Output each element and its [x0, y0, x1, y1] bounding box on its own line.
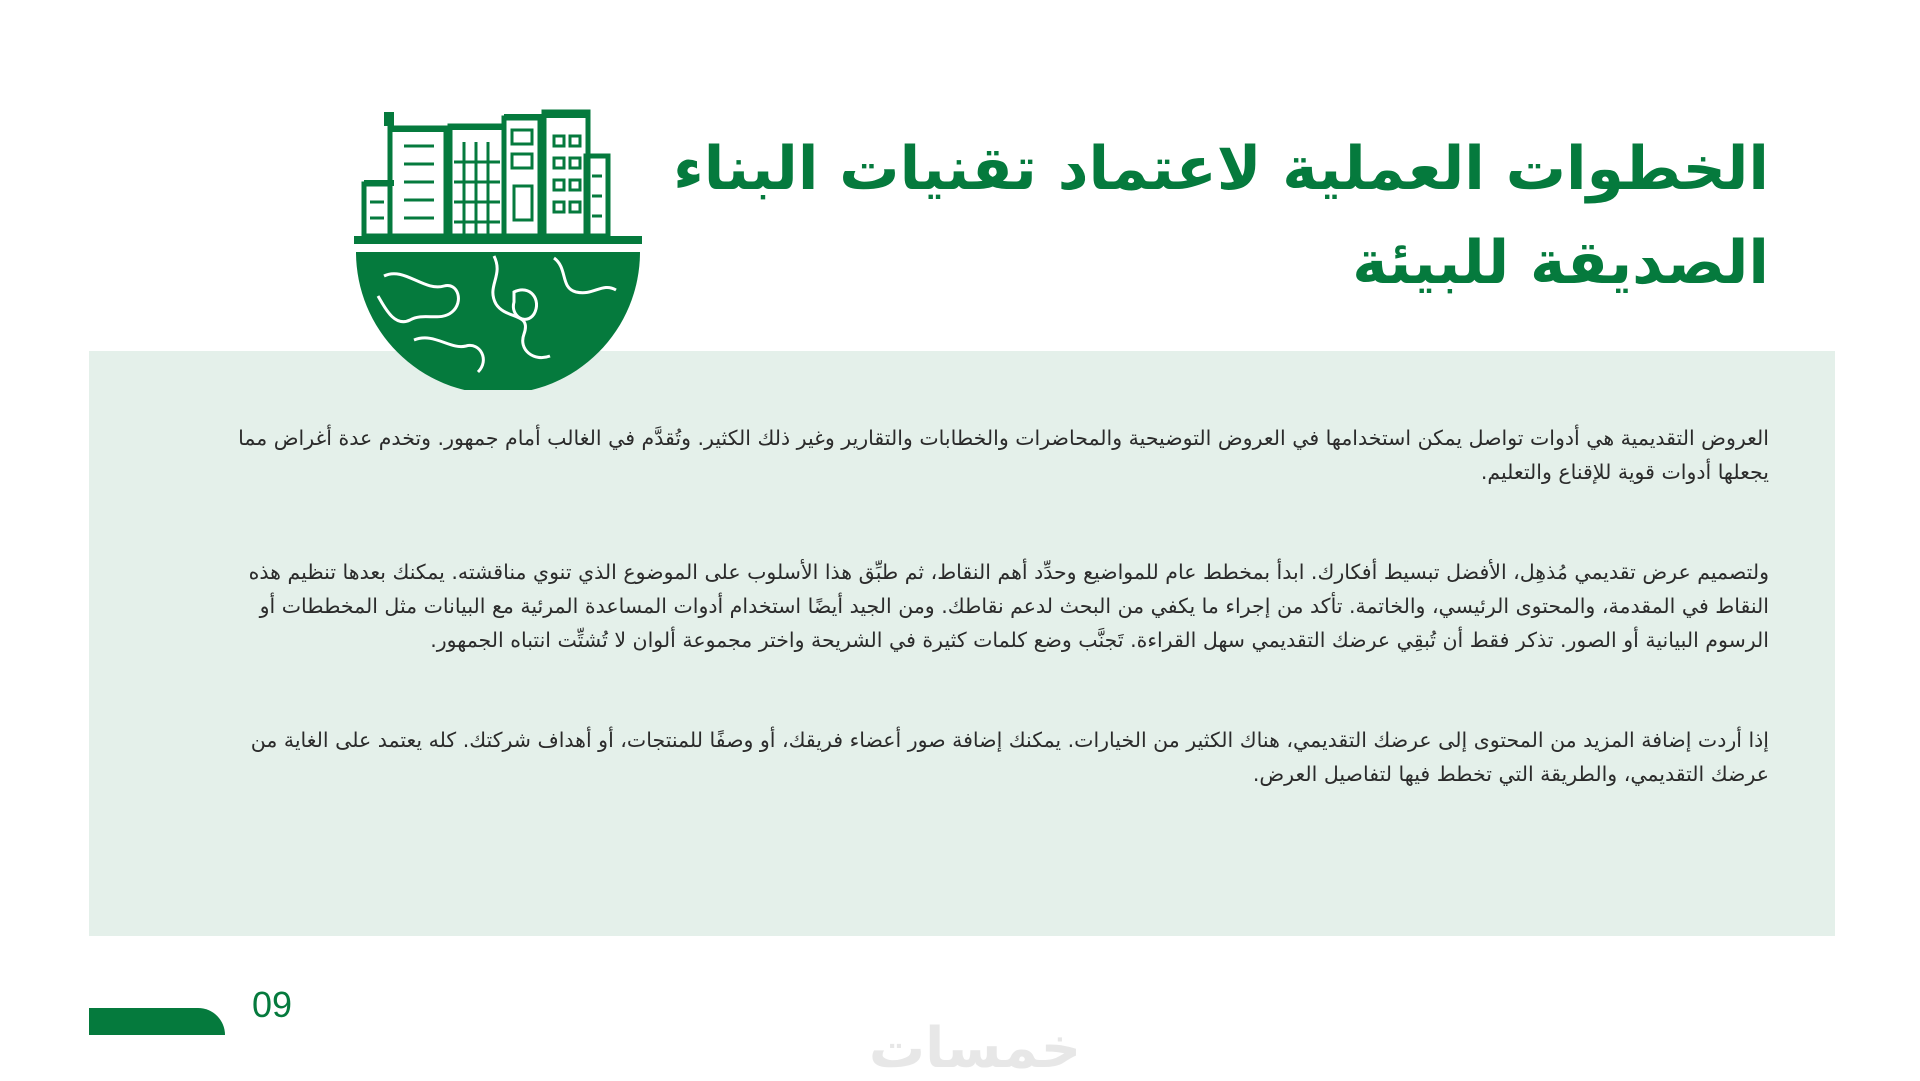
paragraph-1: العروض التقديمية هي أدوات تواصل يمكن استخدامها في العروض التوضيحية والمحاضرات والخطابات والتقارير وغير ذلك الكثير. وتُقدَّم في الغالب أمام جمهور. وتخدم عدة أغراض مما يجعلها أدوات قوية للإقناع والتعليم.: [238, 426, 1769, 484]
watermark-logo: خمسات: [868, 1016, 1082, 1081]
paragraph-2: ولتصميم عرض تقديمي مُذهِل، الأفضل تبسيط أفكارك. ابدأ بمخطط عام للمواضيع وحدِّد أهم النقاط، ثم طبِّق هذا الأسلوب على الموضوع الذي تنوي مناقشته. يمكنك بعدها تنظيم هذه النقاط في المقدمة، والمحتوى الرئيسي، والخاتمة. تأكد من إجراء ما يكفي من البحث لدعم نقاطك. ومن الجيد أيضًا استخدام أدوات المساعدة المرئية مع البيانات مثل المخططات أو الرسوم البيانية أو الصور. تذكر فقط أن تُبقِي عرضك التقديمي سهل القراءة. تَجنَّب وضع كلمات كثيرة في الشريحة واختر مجموعة ألوان لا تُشتِّت انتباه الجمهور.: [248, 560, 1769, 652]
page-number: 09: [252, 984, 293, 1025]
paragraph-3: إذا أردت إضافة المزيد من المحتوى إلى عرضك التقديمي، هناك الكثير من الخيارات. يمكنك إضافة صور أعضاء فريقك، أو وصفًا للمنتجات، أو أهداف شركتك. كله يعتمد على الغاية من عرضك التقديمي، والطريقة التي تخطط فيها لتفاصيل العرض.: [250, 728, 1769, 786]
slide-title: الخطوات العملية لاعتماد تقنيات البناء الصديقة للبيئة: [673, 134, 1769, 298]
green-city-globe-icon: [354, 106, 642, 390]
page-number-bar: [89, 1008, 225, 1035]
body-text: [234, 421, 1769, 857]
